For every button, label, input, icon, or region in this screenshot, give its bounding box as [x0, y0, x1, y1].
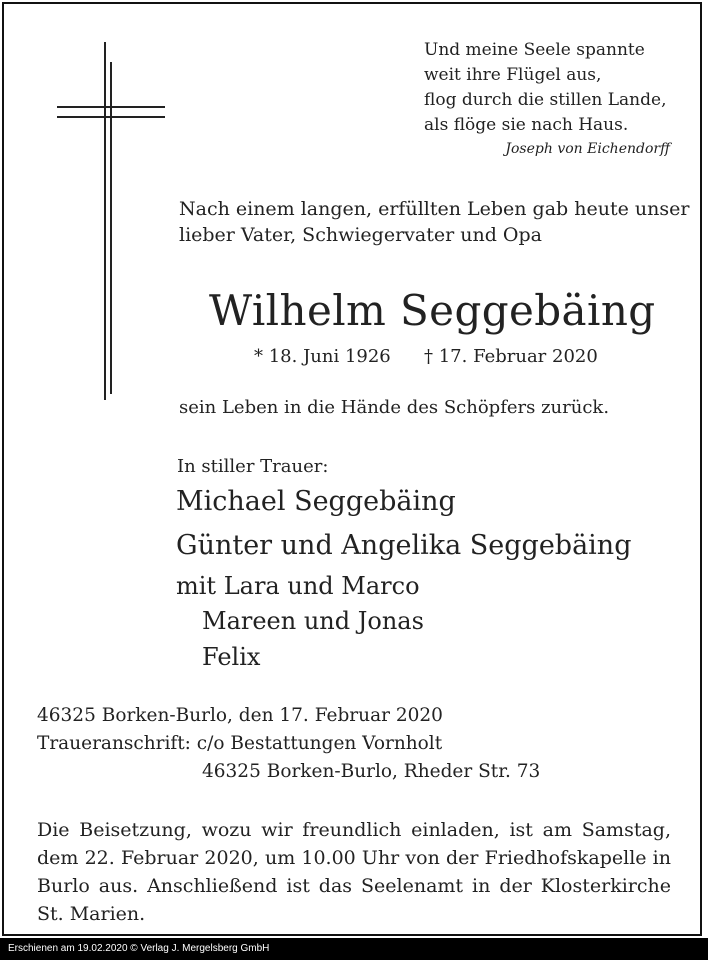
address-line: 46325 Borken-Burlo, Rheder Str. 73 — [202, 761, 541, 782]
mourning-label: In stiller Trauer: — [177, 456, 329, 477]
closing-line: sein Leben in die Hände des Schöpfers zurück. — [179, 397, 610, 418]
death-date: † 17. Februar 2020 — [424, 346, 598, 367]
address-label: Traueranschrift: c/o Bestattungen Vornholt — [37, 733, 443, 754]
mourner-name: Günter und Angelika Seggebäing — [176, 530, 632, 561]
intro-line: Nach einem langen, erfüllten Leben gab heute unser — [179, 198, 690, 220]
deceased-name: Wilhelm Seggebäing — [209, 286, 656, 335]
birth-date: * 18. Juni 1926 — [254, 346, 391, 367]
obituary-card — [2, 2, 702, 936]
funeral-details: Die Beisetzung, wozu wir freundlich einladen, ist am Samstag, dem 22. Februar 2020, um 10.00 Uhr von der Friedhofskapelle in Burlo aus. Anschließend ist das Seelenamt in der Klosterkirche St. Marien. — [37, 819, 671, 925]
mourner-name: Mareen und Jonas — [202, 607, 424, 635]
poem-line: als flöge sie nach Haus. — [424, 115, 629, 135]
mourner-name: Felix — [202, 643, 261, 671]
publication-footer: Erschienen am 19.02.2020 © Verlag J. Mergelsberg GmbH — [0, 938, 708, 960]
poem-line: flog durch die stillen Lande, — [424, 90, 667, 110]
poem-line: weit ihre Flügel aus, — [424, 65, 602, 85]
mourner-name: Michael Seggebäing — [176, 486, 456, 517]
poem-line: Und meine Seele spannte — [424, 40, 645, 60]
intro-line: lieber Vater, Schwiegervater und Opa — [179, 224, 542, 246]
poem-author: Joseph von Eichendorff — [505, 141, 670, 157]
mourner-name: mit Lara und Marco — [176, 572, 420, 600]
place-date: 46325 Borken-Burlo, den 17. Februar 2020 — [37, 705, 443, 726]
